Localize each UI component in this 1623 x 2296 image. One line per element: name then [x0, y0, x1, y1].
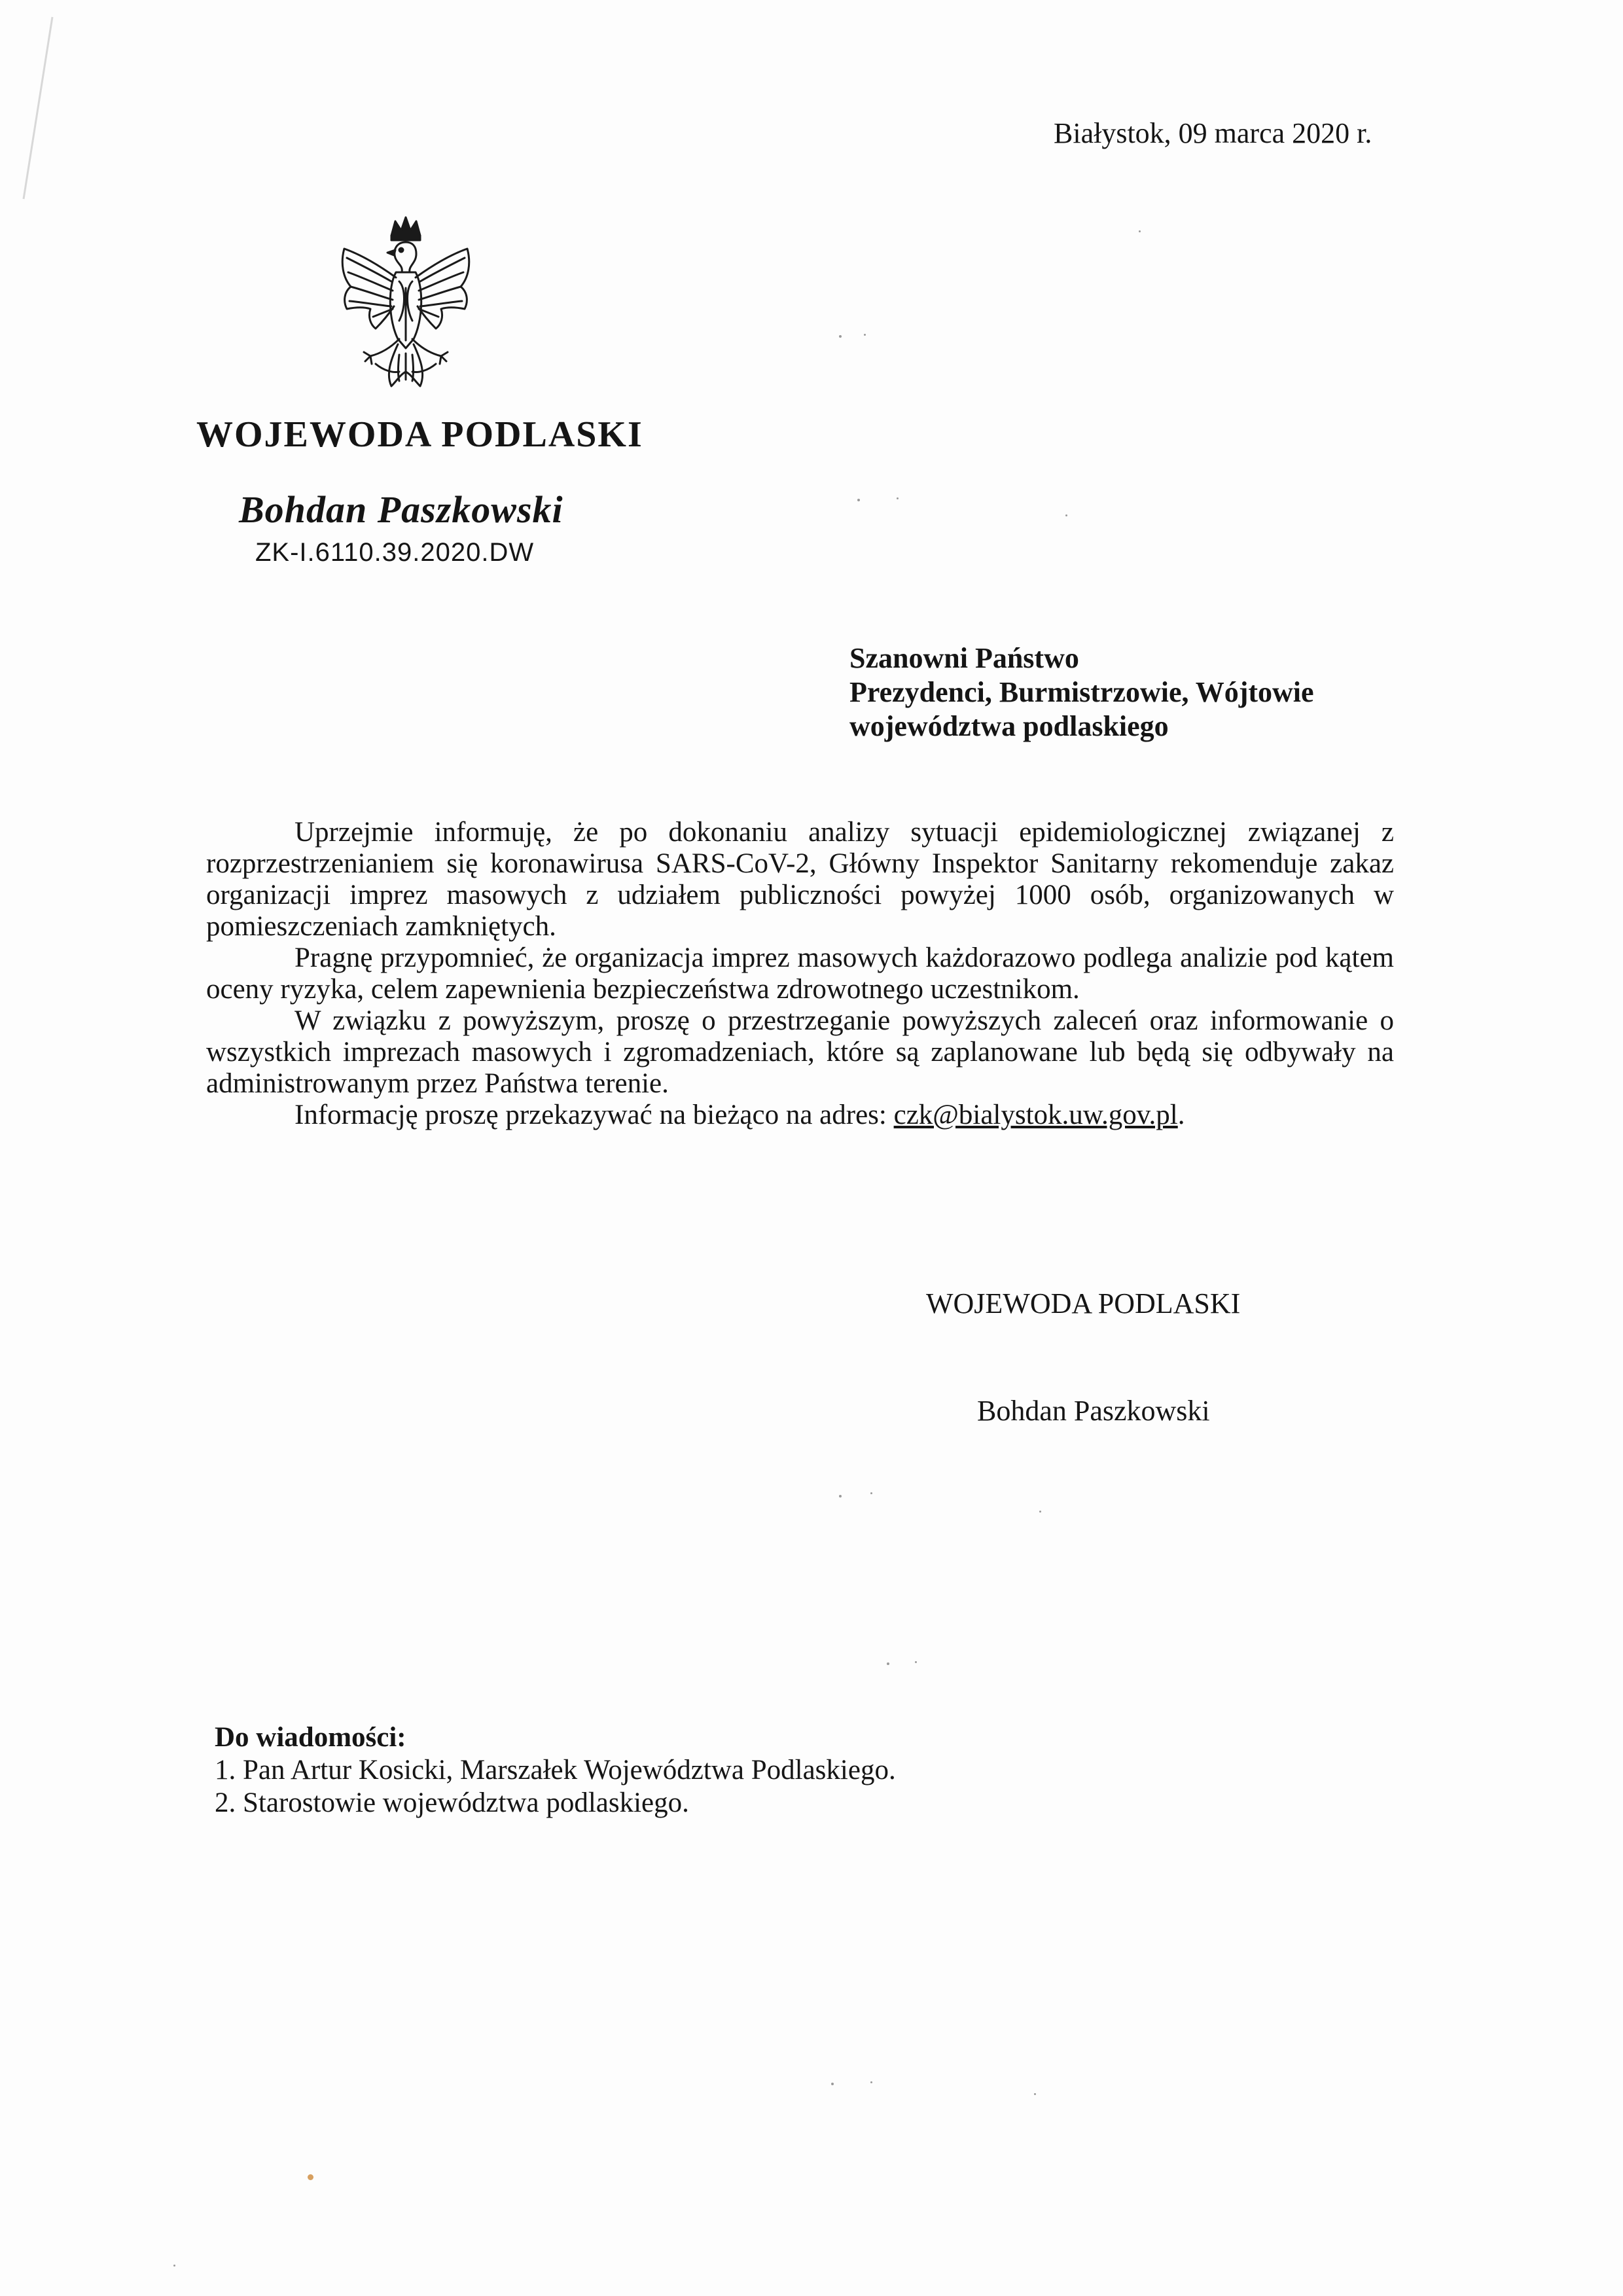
scan-speck: [870, 2081, 872, 2083]
body-paragraph: Uprzejmie informuję, że po dokonaniu analizy sytuacji epidemiologicznej związanej z rozprzestrzenianiem się koronawirusa SARS-CoV-2, Główny Inspektor Sanitarny rekomenduje zakaz organizacji imprez masowych z udziałem publiczności powyżej 1000 osób, organizowanych w pomieszczeniach zamkniętych.: [206, 817, 1394, 942]
letter-body: [206, 817, 1394, 1131]
cc-heading: Do wiadomości:: [215, 1722, 406, 1753]
sender-name: Bohdan Paszkowski: [239, 488, 563, 531]
reference-number: ZK-I.6110.39.2020.DW: [255, 538, 535, 567]
body-paragraph: W związku z powyższym, proszę o przestrzeganie powyższych zaleceń oraz informowanie o wszystkich imprezach masowych i zgromadzeniach, które są zaplanowane lub będą się odbywały na administrowanym przez Państwa terenie.: [206, 1005, 1394, 1099]
scan-speck: [831, 2083, 834, 2085]
addressee-line: województwa podlaskiego: [849, 710, 1169, 742]
sender-title: WOJEWODA PODLASKI: [196, 414, 643, 455]
scan-speck: [1139, 230, 1141, 232]
white-eagle-coat-of-arms-icon: [308, 209, 504, 406]
scan-speck: [870, 1492, 872, 1494]
scan-speck: [915, 1661, 917, 1663]
scan-speck: [839, 1495, 842, 1498]
contact-email-link[interactable]: czk@bialystok.uw.gov.pl: [893, 1100, 1178, 1130]
cc-item: 2. Starostowie województwa podlaskiego.: [215, 1787, 689, 1818]
scan-speck: [1034, 2093, 1036, 2095]
contact-text-end: .: [1177, 1100, 1185, 1130]
body-paragraph: Pragnę przypomnieć, że organizacja imprez masowych każdorazowo podlega analizie pod kątem oceny ryzyka, celem zapewnienia bezpieczeństwa zdrowotnego uczestnikom.: [206, 942, 1394, 1005]
scan-edge-line: [18, 13, 58, 203]
cc-item: 1. Pan Artur Kosicki, Marszałek Województwa Podlaskiego.: [215, 1755, 896, 1785]
scan-speck: [1065, 514, 1067, 516]
scan-speck: [864, 334, 866, 336]
contact-text: Informację proszę przekazywać na bieżąco na adres:: [294, 1100, 894, 1130]
scan-speck: [173, 2265, 175, 2267]
scan-speck: [839, 335, 842, 338]
scan-speck: [897, 497, 899, 499]
signature-name: Bohdan Paszkowski: [977, 1395, 1210, 1427]
letter-date: Białystok, 09 marca 2020 r.: [1054, 117, 1372, 149]
addressee-line: Prezydenci, Burmistrzowie, Wójtowie: [849, 676, 1314, 708]
signature-title: WOJEWODA PODLASKI: [926, 1287, 1241, 1319]
scan-speck: [887, 1662, 889, 1665]
cc-list: [215, 1721, 896, 1820]
scan-speck: [857, 499, 860, 501]
scan-speck: [1039, 1511, 1041, 1513]
scan-mark: [308, 2174, 313, 2180]
addressee-line: Szanowni Państwo: [849, 642, 1079, 674]
body-paragraph-contact: [206, 1100, 1394, 1131]
addressee-block: [849, 641, 1314, 744]
